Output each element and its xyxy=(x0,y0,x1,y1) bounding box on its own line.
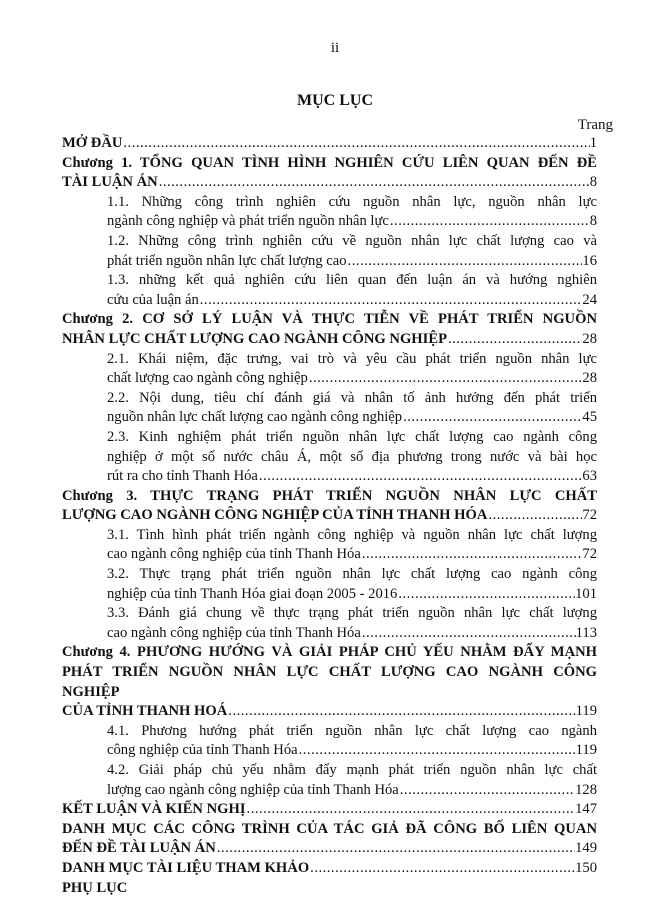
toc-page-number: 24 xyxy=(582,291,597,308)
toc-entry-text-line: 1.2. Những công trình nghiên cứu về nguồn nhân lực chất lượng cao và xyxy=(107,232,597,249)
toc-entry-text-line: 2.1. Khái niệm, đặc trưng, vai trò và yêu cầu phát triển nguồn nhân lực xyxy=(107,350,597,367)
toc-chapter-entry[interactable] xyxy=(62,859,597,879)
toc-section-entry[interactable] xyxy=(62,526,597,565)
toc-entry-text-line: 1.1. Những công trình nghiên cứu nguồn nhân lực, nguồn nhân lực xyxy=(107,193,597,210)
dot-leader xyxy=(448,330,582,350)
toc-chapter-entry[interactable] xyxy=(62,800,597,820)
toc-entry-text: ĐẾN ĐỀ TÀI LUẬN ÁN xyxy=(62,840,216,857)
dot-leader xyxy=(403,408,582,428)
dot-leader xyxy=(159,173,590,193)
toc-entry-text: rút ra cho tỉnh Thanh Hóa xyxy=(107,468,258,485)
toc-entry-last-line xyxy=(62,330,597,350)
toc-entry-text: NHÂN LỰC CHẤT LƯỢNG CAO NGÀNH CÔNG NGHIỆP xyxy=(62,330,447,347)
toc-entry-text-line: 3.1. Tình hình phát triển ngành công nghiệp và nguồn nhân lực chất lượng xyxy=(107,526,597,543)
toc-entry-last-line xyxy=(107,741,597,761)
toc-page-number: 150 xyxy=(575,859,597,876)
toc-entry-text-line: 1.3. những kết quả nghiên cứu liên quan đến luận án và hướng nghiên xyxy=(107,272,597,289)
toc-entry-last-line xyxy=(107,781,597,801)
toc-entry-last-line xyxy=(107,585,597,605)
table-of-contents xyxy=(62,134,597,898)
toc-entry-text: chất lượng cao ngành công nghiệp xyxy=(107,370,308,387)
toc-section-entry[interactable] xyxy=(62,604,597,643)
toc-entry-text: cứu của luận án xyxy=(107,291,199,308)
toc-section-entry[interactable] xyxy=(62,722,597,761)
toc-entry-text: LƯỢNG CAO NGÀNH CÔNG NGHIỆP CỦA TỈNH THANH HÓA xyxy=(62,507,488,524)
toc-entry-text-line: 3.3. Đánh giá chung về thực trạng phát triển nguồn nhân lực chất lượng xyxy=(107,605,597,622)
toc-entry-last-line xyxy=(62,879,597,899)
toc-entry-text-line: Chương 1. TỔNG QUAN TÌNH HÌNH NGHIÊN CỨU LIÊN QUAN ĐẾN ĐỀ xyxy=(62,154,597,171)
toc-entry-text: cao ngành công nghiệp của tỉnh Thanh Hóa xyxy=(107,546,361,563)
toc-entry-text: lượng cao ngành công nghiệp của tỉnh Thanh Hóa xyxy=(107,781,399,798)
dot-leader xyxy=(310,859,575,879)
toc-entry-last-line xyxy=(107,252,597,272)
toc-section-entry[interactable] xyxy=(62,193,597,232)
dot-leader xyxy=(217,839,575,859)
toc-chapter-entry[interactable] xyxy=(62,310,597,349)
toc-entry-text: KẾT LUẬN VÀ KIẾN NGHỊ xyxy=(62,801,246,818)
toc-section-entry[interactable] xyxy=(62,565,597,604)
toc-entry-last-line xyxy=(107,467,597,487)
toc-page-number: 147 xyxy=(575,801,597,818)
dot-leader xyxy=(259,467,583,487)
page-column-label: Trang xyxy=(577,117,613,133)
toc-page-number: 149 xyxy=(575,840,597,857)
toc-page-number: 101 xyxy=(575,585,597,602)
toc-entry-text: DANH MỤC TÀI LIỆU THAM KHẢO xyxy=(62,859,310,876)
toc-entry-text: công nghiệp của tỉnh Thanh Hóa xyxy=(107,742,298,759)
toc-entry-text-line: 4.2. Giải pháp chủ yếu nhằm đẩy mạnh phát triển nguồn nhân lực chất xyxy=(107,762,597,778)
toc-page-number: 113 xyxy=(575,624,597,641)
toc-page-number: 8 xyxy=(589,174,597,191)
toc-section-entry[interactable] xyxy=(62,761,597,800)
toc-page-number: 119 xyxy=(575,742,597,759)
toc-page-number: 72 xyxy=(582,507,597,524)
dot-leader xyxy=(488,506,582,526)
dot-leader xyxy=(247,800,576,820)
dot-leader xyxy=(299,741,576,761)
toc-entry-text-line: Chương 3. THỰC TRẠNG PHÁT TRIỂN NGUỒN NHÂN LỰC CHẤT xyxy=(62,487,597,504)
toc-entry-text: MỞ ĐẦU xyxy=(62,135,123,151)
toc-entry-last-line xyxy=(107,212,597,232)
toc-section-entry[interactable] xyxy=(62,271,597,310)
toc-page-number: 28 xyxy=(582,330,597,347)
toc-entry-text: nguồn nhân lực chất lượng cao ngành công nghiệp xyxy=(107,409,403,426)
toc-chapter-entry[interactable] xyxy=(62,820,597,859)
page-number: ii xyxy=(330,40,340,56)
toc-entry-last-line xyxy=(62,800,597,820)
dot-leader xyxy=(228,702,575,722)
toc-entry-last-line xyxy=(62,506,597,526)
toc-page-number: 128 xyxy=(575,781,597,798)
toc-page-number: 119 xyxy=(575,703,597,720)
toc-entry-last-line xyxy=(62,134,597,154)
toc-entry-last-line xyxy=(62,839,597,859)
toc-chapter-entry[interactable] xyxy=(62,154,597,193)
toc-page-number: 8 xyxy=(589,213,597,230)
toc-title: MỤC LỤC xyxy=(297,92,373,109)
toc-entry-text-line: DANH MỤC CÁC CÔNG TRÌNH CỦA TÁC GIẢ ĐÃ CÔNG BỐ LIÊN QUAN xyxy=(62,820,597,837)
toc-entry-last-line xyxy=(62,859,597,879)
toc-chapter-entry[interactable] xyxy=(62,487,597,526)
toc-entry-last-line xyxy=(62,173,597,193)
toc-entry-last-line xyxy=(107,624,597,644)
toc-entry-last-line xyxy=(107,545,597,565)
toc-page-number: 28 xyxy=(582,370,597,387)
dot-leader xyxy=(400,781,575,801)
toc-entry-text-line: Chương 2. CƠ SỞ LÝ LUẬN VÀ THỰC TIỄN VỀ PHÁT TRIỂN NGUỒN xyxy=(62,311,597,328)
toc-chapter-entry[interactable] xyxy=(62,879,597,899)
dot-leader xyxy=(348,252,583,272)
toc-section-entry[interactable] xyxy=(62,350,597,389)
dot-leader xyxy=(390,212,590,232)
toc-page-number: 16 xyxy=(582,252,597,269)
dot-leader xyxy=(200,291,583,311)
toc-page-number: 45 xyxy=(582,409,597,426)
toc-page-number: 72 xyxy=(582,546,597,563)
toc-entry-last-line xyxy=(107,291,597,311)
toc-entry-last-line xyxy=(107,408,597,428)
toc-entry-text-line: 2.2. Nội dung, tiêu chí đánh giá và nhân tố ảnh hưởng đến phát triển xyxy=(107,389,597,406)
toc-entry-last-line xyxy=(62,702,597,722)
toc-entry-text-line: Chương 4. PHƯƠNG HƯỚNG VÀ GIẢI PHÁP CHỦ YẾU NHẰM ĐẨY MẠNH xyxy=(62,644,597,661)
toc-entry-text-line: 2.3. Kinh nghiệm phát triển nguồn nhân lực chất lượng cao ngành công xyxy=(107,428,597,445)
toc-section-entry[interactable] xyxy=(62,232,597,271)
dot-leader xyxy=(362,624,576,644)
toc-entry-text: TÀI LUẬN ÁN xyxy=(62,174,158,191)
toc-chapter-entry[interactable] xyxy=(62,134,597,154)
toc-entry-text-line: nghiệp ở một số nước châu Á, một số địa phương trong nước và bài học xyxy=(107,448,597,465)
dot-leader xyxy=(309,369,583,389)
dot-leader xyxy=(123,134,589,154)
toc-page-number: 1 xyxy=(589,135,597,151)
toc-section-entry[interactable] xyxy=(62,389,597,428)
toc-entry-text: PHỤ LỤC xyxy=(62,879,128,896)
toc-entry-text: ngành công nghiệp và phát triển nguồn nhân lực xyxy=(107,213,389,230)
toc-entry-text-line: 3.2. Thực trạng phát triển nguồn nhân lực chất lượng cao ngành công xyxy=(107,566,597,583)
toc-section-entry[interactable] xyxy=(62,428,597,487)
toc-entry-text: nghiệp của tỉnh Thanh Hóa giai đoạn 2005 - 2016 xyxy=(107,585,398,602)
dot-leader xyxy=(362,545,583,565)
toc-entry-text-line: 4.1. Phương hướng phát triển nguồn nhân lực chất lượng cao ngành xyxy=(107,722,597,739)
toc-entry-last-line xyxy=(107,369,597,389)
toc-entry-text: phát triển nguồn nhân lực chất lượng cao xyxy=(107,252,347,269)
toc-page-number: 63 xyxy=(582,468,597,485)
toc-chapter-entry[interactable] xyxy=(62,643,597,721)
dot-leader xyxy=(398,585,575,605)
toc-entry-text: CỦA TỈNH THANH HOÁ xyxy=(62,703,228,720)
toc-entry-text-line: PHÁT TRIỂN NGUỒN NHÂN LỰC CHẤT LƯỢNG CAO NGÀNH CÔNG NGHIỆP xyxy=(62,664,597,700)
toc-entry-text: cao ngành công nghiệp của tỉnh Thanh Hóa xyxy=(107,624,361,641)
